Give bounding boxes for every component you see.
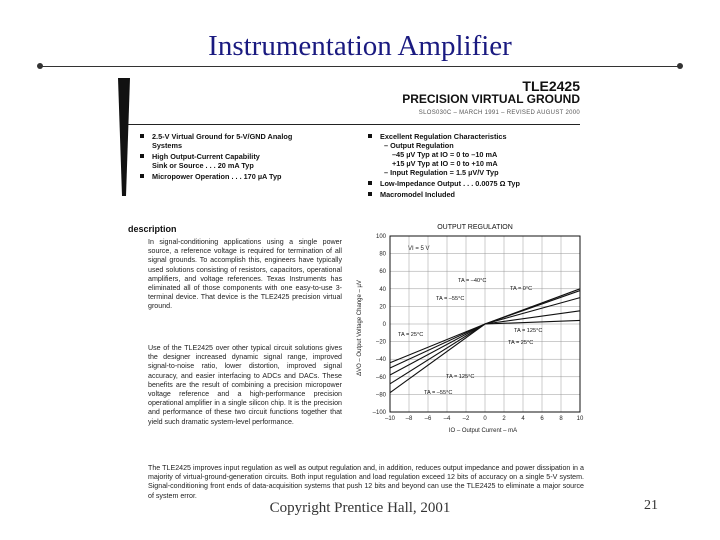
series-annotation: TA = 125°C xyxy=(514,328,543,334)
y-tick-label: –40 xyxy=(375,357,386,364)
feature-subitem: – Output Regulation xyxy=(384,141,454,150)
series-annotation: TA = 25°C xyxy=(398,332,424,338)
y-axis-label: ΔVO – Output Voltage Change – µV xyxy=(357,280,363,376)
datasheet-heading: PRECISION VIRTUAL GROUND xyxy=(402,92,580,106)
y-tick-label: –20 xyxy=(375,339,386,346)
x-tick-label: 4 xyxy=(521,416,525,422)
description-heading: description xyxy=(128,224,177,234)
series-annotation: TA = 0°C xyxy=(510,286,533,292)
y-tick-label: 100 xyxy=(375,234,386,240)
x-tick-label: –8 xyxy=(405,416,413,422)
chart-title: OUTPUT REGULATION xyxy=(437,224,513,231)
feature-item: 2.5-V Virtual Ground for 5-V/GND Analog Systems xyxy=(140,132,360,150)
feature-subitem: –45 µV Typ at IO = 0 to –10 mA xyxy=(392,150,498,159)
feature-subitem: – Input Regulation = 1.5 µV/V Typ xyxy=(384,168,499,177)
x-tick-label: 8 xyxy=(559,416,563,422)
feature-item: Macromodel Included xyxy=(368,190,588,199)
y-tick-label: 60 xyxy=(379,269,386,276)
y-tick-label: –60 xyxy=(375,374,386,381)
y-tick-label: 20 xyxy=(379,304,386,311)
footer-copyright: Copyright Prentice Hall, 2001 xyxy=(269,500,451,516)
rule-dot-right xyxy=(677,63,683,69)
series-annotation: TA = –55°C xyxy=(436,296,465,302)
series-annotation: TA = 25°C xyxy=(508,340,534,346)
x-tick-label: 6 xyxy=(540,416,544,422)
series-annotation: TA = –40°C xyxy=(458,278,487,284)
x-tick-label: –4 xyxy=(443,416,451,422)
y-tick-label: 0 xyxy=(382,322,386,328)
series-annotation: TA = 125°C xyxy=(446,374,475,380)
condition-label: VI = 5 V xyxy=(408,246,430,252)
slide-title: Instrumentation Amplifier xyxy=(208,30,512,62)
x-tick-label: 0 xyxy=(483,416,487,422)
feature-subitem: +15 µV Typ at IO = 0 to +10 mA xyxy=(392,159,498,168)
feature-item: Excellent Regulation Characteristics xyxy=(368,132,588,141)
x-tick-label: 10 xyxy=(576,416,584,422)
y-tick-label: –100 xyxy=(372,410,386,416)
feature-item: High Output-Current Capability Sink or Source . . . 20 mA Typ xyxy=(140,152,360,170)
x-tick-label: 2 xyxy=(502,416,506,422)
y-tick-label: 40 xyxy=(379,286,386,293)
description-paragraph-1: In signal-conditioning applications using a single power source, a reference voltage is required for termination of all signal grounds. To accomplish this, engineers have typically used solutions consisting of resistors, capacitors, operational amplifiers, and voltage references. Texas Instruments has eliminated all of those components with one easy-to-use 3-terminal device. That device is the TLE2425 precision virtual ground. xyxy=(148,238,342,311)
datasheet-subline: SLOS030C – MARCH 1991 – REVISED AUGUST 2000 xyxy=(418,110,580,116)
description-paragraph-2: Use of the TLE2425 over other typical circuit solutions gives the designer increased dynamic signal range, improved signal-to-noise ratio, lower distortion, improved signal accuracy, and easier interfacing to ADCs and DACs. These benefits are the result of combining a precision micropower voltage reference and a high-performance precision operational amplifier in a single silicon chip. It is the precision and performance of these two circuit functions together that yield such dramatic system-level performance. xyxy=(148,344,342,426)
rule-dot-left xyxy=(37,63,43,69)
feature-item: Micropower Operation . . . 170 µA Typ xyxy=(140,172,360,181)
page-number: 21 xyxy=(644,498,658,513)
y-tick-label: –80 xyxy=(375,392,386,399)
description-paragraph-3: The TLE2425 improves input regulation as well as output regulation and, in addition, reduces output impedance and power dissipation in a majority of virtual-ground-generation circuits. Both input regulation and load regulation exceed 12 bits of accuracy on a single 5-V system. Signal-conditioning front ends of data-acquisition systems that push 12 bits and beyond can use the TLE2425 to eliminate a major source of system error. xyxy=(148,464,584,500)
y-tick-label: 80 xyxy=(379,251,386,258)
series-annotation: TA = –55°C xyxy=(424,390,453,396)
feature-item: Low-Impedance Output . . . 0.0075 Ω Typ xyxy=(368,179,588,188)
x-tick-label: –2 xyxy=(462,416,470,422)
x-axis-label: IO – Output Current – mA xyxy=(448,428,518,434)
datasheet-scan xyxy=(118,76,588,520)
part-number: TLE2425 xyxy=(522,78,580,94)
x-tick-label: –6 xyxy=(424,416,432,422)
x-tick-label: –10 xyxy=(384,416,396,422)
title-rule xyxy=(40,66,680,67)
output-regulation-chart xyxy=(118,76,588,456)
